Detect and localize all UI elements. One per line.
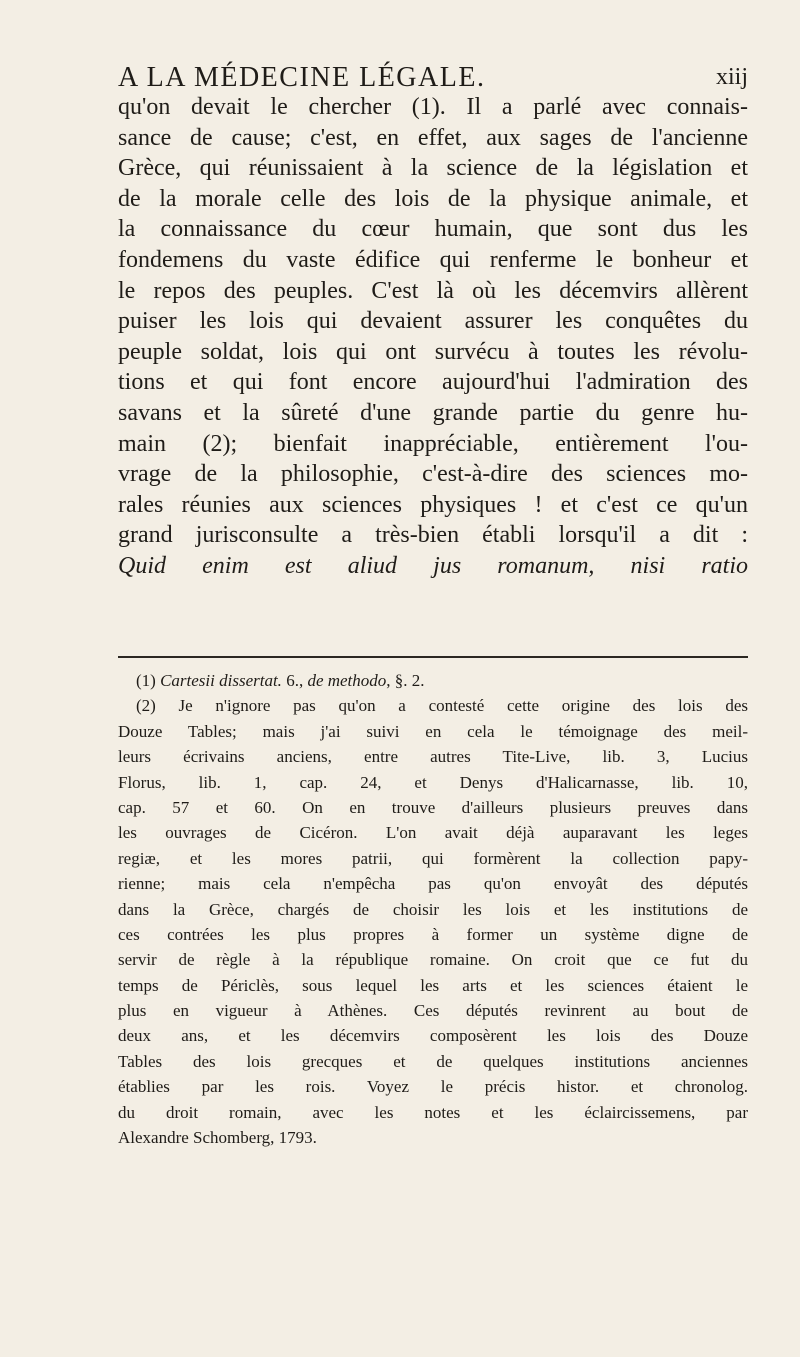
footnote-marker: (1) bbox=[136, 671, 156, 690]
text-line: tions et qui font encore aujourd'hui l'admiration des bbox=[118, 369, 748, 396]
footnote-2-line: Tables des lois grecques et de quelques institutions anciennes bbox=[118, 1051, 748, 1071]
footnote-2-line: plus en vigueur à Athènes. Ces députés revinrent au bout de bbox=[118, 1001, 748, 1021]
footnote-2-line: ces contrées les plus propres à former un système digne de bbox=[118, 924, 748, 944]
footnote-2-line: les ouvrages de Cicéron. L'on avait déjà auparavant les leges bbox=[118, 823, 748, 843]
footnote-2-line: temps de Périclès, sous lequel les arts et les sciences étaient le bbox=[118, 975, 748, 995]
footnote-2-line: Florus, lib. 1, cap. 24, et Denys d'Halicarnasse, lib. 10, bbox=[118, 772, 748, 792]
text-line: main (2); bienfait inappréciable, entièrement l'ou- bbox=[118, 430, 748, 457]
text-line: grand jurisconsulte a très-bien établi lorsqu'il a dit : bbox=[118, 522, 748, 549]
footnote-2-line: établies par les rois. Voyez le précis histor. et chronolog. bbox=[118, 1077, 748, 1097]
text-line: savans et la sûreté d'une grande partie du genre hu- bbox=[118, 399, 748, 426]
footnote-1 bbox=[118, 668, 748, 693]
text-line: Grèce, qui réunissaient à la science de la législation et bbox=[118, 155, 748, 182]
footnote-rule bbox=[118, 656, 748, 658]
footnote-2-line: (2) Je n'ignore pas qu'on a contesté cette origine des lois des bbox=[136, 696, 748, 716]
footnote-2-line: rienne; mais cela n'empêcha pas qu'on envoyât des députés bbox=[118, 874, 748, 894]
text-line-latin-quote: Quid enim est aliud jus romanum, nisi ratio bbox=[118, 552, 748, 579]
text-line: sance de cause; c'est, en effet, aux sages de l'ancienne bbox=[118, 124, 748, 151]
footnote-2-line: regiæ, et les mores patrii, qui formèrent la collection papy- bbox=[118, 848, 748, 868]
footnotes bbox=[118, 668, 748, 1150]
running-title: A LA MÉDECINE LÉGALE. bbox=[118, 62, 486, 93]
footnote-2-line: Douze Tables; mais j'ai suivi en cela le témoignage des meil- bbox=[118, 721, 748, 741]
main-text bbox=[118, 92, 748, 582]
footnote-2-line: dans la Grèce, chargés de choisir les lois et les institutions de bbox=[118, 899, 748, 919]
footnote-citation-number: 6., bbox=[281, 671, 308, 690]
text-line: fondemens du vaste édifice qui renferme le bonheur et bbox=[118, 246, 748, 273]
page-number: xiij bbox=[715, 64, 748, 90]
text-line: la connaissance du cœur humain, que sont dus les bbox=[118, 216, 748, 243]
footnote-2-line: du droit romain, avec les notes et les éclaircissemens, par bbox=[118, 1102, 748, 1122]
footnote-2-line: cap. 57 et 60. On en trouve d'ailleurs plusieurs preuves dans bbox=[118, 797, 748, 817]
text-line: vrage de la philosophie, c'est-à-dire des sciences mo- bbox=[118, 461, 748, 488]
text-line: rales réunies aux sciences physiques ! et c'est ce qu'un bbox=[118, 491, 748, 518]
footnote-citation-title: de methodo bbox=[307, 671, 387, 690]
footnote-2-line: servir de règle à la république romaine. On croit que ce fut du bbox=[118, 950, 748, 970]
footnote-2-line: leurs écrivains anciens, entre autres Tite-Live, lib. 3, Lucius bbox=[118, 747, 748, 767]
footnote-citation-section: , §. 2. bbox=[386, 671, 425, 690]
text-line: le repos des peuples. C'est là où les décemvirs allèrent bbox=[118, 277, 748, 304]
text-line: puiser les lois qui devaient assurer les conquêtes du bbox=[118, 308, 748, 335]
footnote-2-line: deux ans, et les décemvirs composèrent les lois des Douze bbox=[118, 1026, 748, 1046]
text-line: qu'on devait le chercher (1). Il a parlé avec connais- bbox=[118, 94, 748, 120]
text-line: peuple soldat, lois qui ont survécu à toutes les révolu- bbox=[118, 338, 748, 365]
text-line: de la morale celle des lois de la physique animale, et bbox=[118, 185, 748, 212]
footnote-2-line: Alexandre Schomberg, 1793. bbox=[118, 1128, 317, 1148]
footnote-citation: Cartesii dissertat. bbox=[160, 671, 282, 690]
